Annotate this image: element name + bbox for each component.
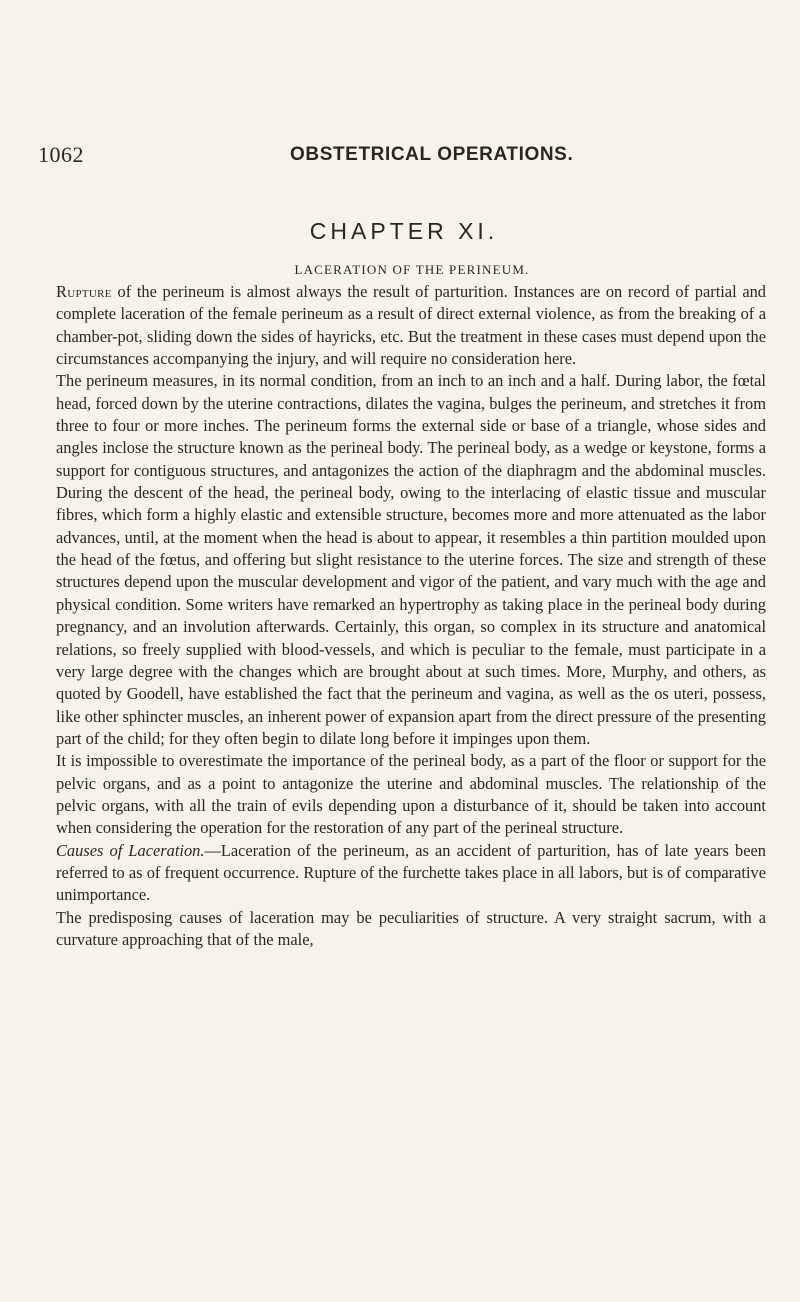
body-text bbox=[56, 281, 766, 951]
paragraph-text: of the perineum is almost always the result of parturition. Instances are on record of partial and complete laceration of the female perineum as a result of direct external violence, as from the breaking of a chamber-pot, sliding down the sides of hayricks, etc. But the treatment in these cases must depend upon the circumstances accompanying the injury, and will require no consideration here. bbox=[56, 282, 766, 369]
chapter-heading: CHAPTER XI. bbox=[309, 218, 499, 244]
section-heading-causes: Causes of Laceration. bbox=[56, 840, 205, 860]
running-title: OBSTETRICAL OPERATIONS. bbox=[290, 144, 574, 165]
paragraph-text: —Laceration of the perineum, as an accident of parturition, has of late years been referred to as of frequent occurrence. Rupture of the furchette takes place in all labors, but is of comparative unimportance. bbox=[56, 840, 766, 905]
paragraph-3: It is impossible to overestimate the importance of the perineal body, as a part of the floor or support for the pelvic organs, and as a point to antagonize the uterine and abdominal muscles. The relationship of the pelvic organs, with all the train of evils depending upon a disturbance of it, should be taken into account when considering the operation for the restoration of any part of the perineal structure. bbox=[56, 751, 766, 838]
running-head bbox=[38, 142, 762, 168]
paragraph-lead-word: Rupture bbox=[56, 282, 112, 301]
paragraph-1 bbox=[56, 281, 766, 370]
page-number: 1062 bbox=[38, 142, 84, 167]
paragraph-5: The predisposing causes of laceration may be peculiarities of structure. A very straight sacrum, with a curvature approaching that of the male, bbox=[56, 907, 766, 949]
paragraph-2: The perineum measures, in its normal condition, from an inch to an inch and a half. During labor, the fœtal head, forced down by the uterine contractions, dilates the vagina, bulges the perineum, and stretches it from three to four or more inches. The perineum forms the external side or base of a triangle, whose sides and angles inclose the structure known as the perineal body. The perineal body, as a wedge or keystone, forms a support for contiguous structures, and antagonizes the action of the diaphragm and the abdominal muscles. During the descent of the head, the perineal body, owing to the interlacing of elastic tissue and muscular fibres, which form a highly elastic and extensible structure, becomes more and more attenuated as the labor advances, until, at the moment when the head is about to appear, it resembles a thin partition moulded upon the head of the fœtus, and offering but slight resistance to the uterine forces. The size and strength of these structures depend upon the muscular development and vigor of the patient, and vary much with the age and physical condition. Some writers have remarked an hypertrophy as taking place in the perineal body during pregnancy, and an involution afterwards. Certainly, this organ, so complex in its structure and anatomical relations, so freely supplied with blood-vessels, and which is peculiar to the female, must participate in a very large degree with the changes which are brought about at such times. More, Murphy, and others, as quoted by Goodell, have established the fact that the perineum and vagina, as well as the os uteri, possess, like other sphincter muscles, an inherent power of expansion apart from the direct pressure of the presenting part of the child; for they often begin to dilate long before it impinges upon them. bbox=[56, 371, 766, 748]
paragraph-4 bbox=[56, 840, 766, 907]
chapter-subtitle: LACERATION OF THE PERINEUM. bbox=[294, 262, 530, 277]
